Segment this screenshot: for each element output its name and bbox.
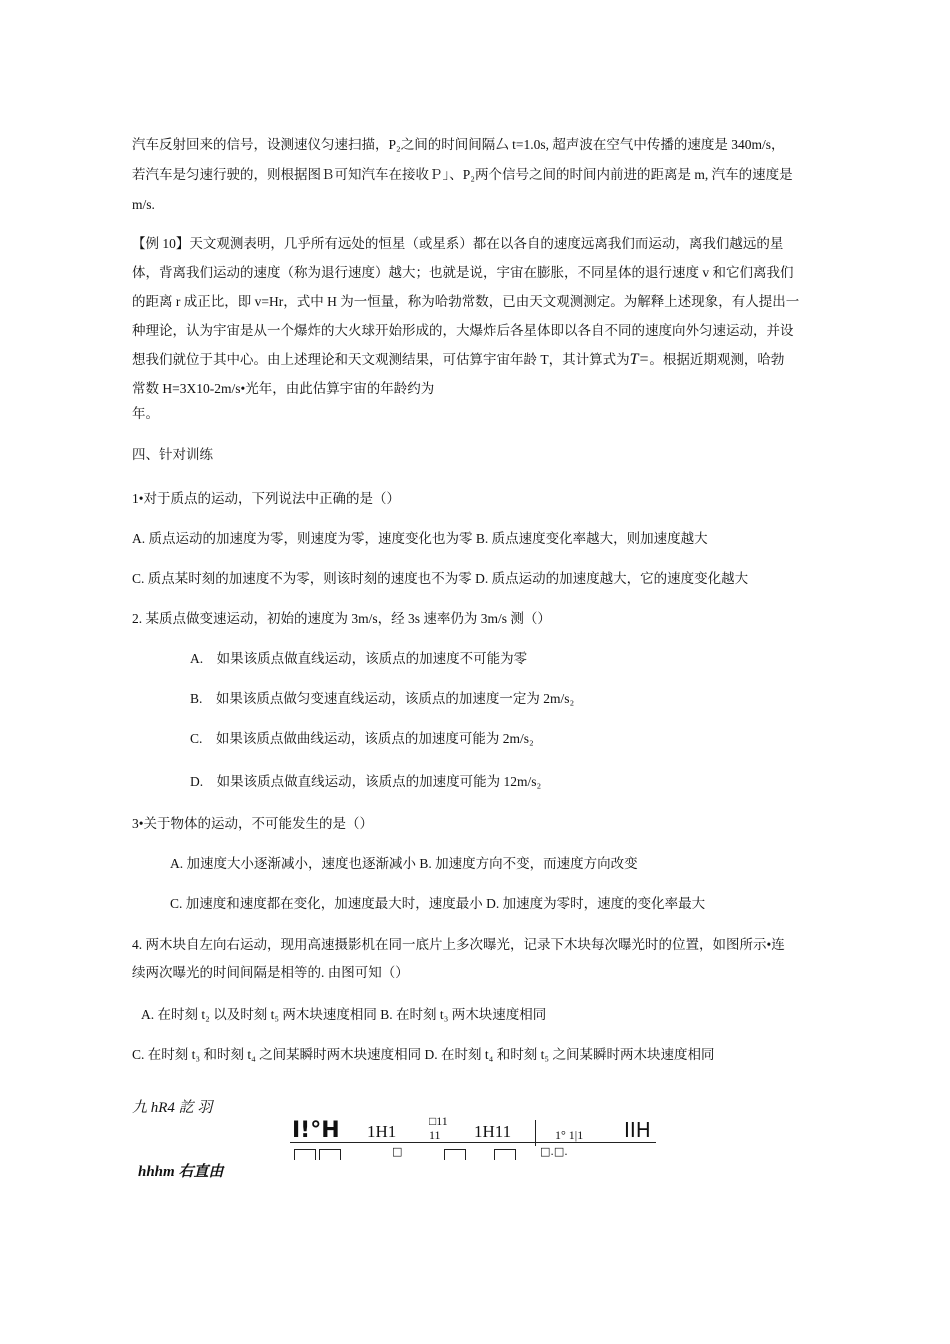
question-1-stem: 1•对于质点的运动，下列说法中正确的是（） xyxy=(132,491,400,506)
figure-mark: 1H1 xyxy=(367,1122,397,1141)
paragraph-line: m/s. xyxy=(132,197,155,212)
example-10-line: 种理论，认为宇宙是从一个爆炸的大火球开始形成的，大爆炸后各星体即以各自不同的速度向外匀速运动，并设 xyxy=(132,323,794,338)
example-10-line: 的距离 r 成正比，即 v=Hr，式中 H 为一恒量，称为哈勃常数，已由天文观测测定。为解释上述现象，有人提出一 xyxy=(132,294,800,309)
formula-t: T= xyxy=(629,351,650,368)
figure-mark: □.□. xyxy=(540,1145,568,1158)
figure-mark: 11 xyxy=(429,1128,441,1142)
question-4-options-cd: C. 在时刻 t₃ 和时刻 t₄ 之间某瞬时两木块速度相同 D. 在时刻 t₄ 和时刻 t₅ 之间某瞬时两木块速度相同 xyxy=(132,1047,715,1062)
question-2-option-b: B. 如果该质点做匀变速直线运动，该质点的加速度一定为 2m/s₂ xyxy=(190,691,575,706)
exposure-figure xyxy=(130,1090,690,1190)
question-3-options-cd: C. 加速度和速度都在变化，加速度最大时，速度最小 D. 加速度为零时，速度的变化率最大 xyxy=(170,896,706,911)
figure-label-top: 九 hR4 訖 羽 xyxy=(132,1100,213,1116)
question-3-stem: 3•关于物体的运动，不可能发生的是（） xyxy=(132,816,373,831)
question-2-option-c: C. 如果该质点做曲线运动，该质点的加速度可能为 2m/s₂ xyxy=(190,731,534,746)
example-10-line: 体，背离我们运动的速度（称为退行速度）越大；也就是说，宇宙在膨胀，不同星体的退行速度 v 和它们离我们 xyxy=(132,265,794,280)
example-10-text: 。根据近期观测，哈勃 xyxy=(649,352,785,367)
figure-mark: IIH xyxy=(624,1118,651,1142)
figure-mark: I!°H xyxy=(292,1118,340,1143)
example-10-text: 想我们就位于其中心。由上述理论和天文观测结果，可估算宇宙年龄 T，其计算式为 xyxy=(132,352,630,367)
figure-mark: 1H11 xyxy=(474,1122,512,1141)
example-10-line xyxy=(132,351,784,369)
example-10-line: 【例 10】天文观测表明，几乎所有远处的恒星（或星系）都在以各自的速度远离我们而运动，离我们越远的星 xyxy=(132,236,784,251)
section-title: 四、针对训练 xyxy=(132,447,213,462)
example-10-line: 常数 H=3X10-2m/s•光年，由此估算宇宙的年龄约为 xyxy=(132,381,435,396)
question-2-stem: 2. 某质点做变速运动，初始的速度为 3m/s，经 3s 速率仍为 3m/s 测（） xyxy=(132,611,551,626)
question-4-stem: 续两次曝光的时间间隔是相等的. 由图可知（） xyxy=(132,965,409,980)
question-4-options-ab: A. 在时刻 t₂ 以及时刻 t₅ 两木块速度相同 B. 在时刻 t₃ 两木块速度相同 xyxy=(141,1007,547,1022)
question-1-options-ab: A. 质点运动的加速度为零，则速度为零，速度变化也为零 B. 质点速度变化率越大，则加速度越大 xyxy=(132,531,708,546)
question-2-option-d: D. 如果该质点做直线运动，该质点的加速度可能为 12m/s₂ xyxy=(190,774,542,789)
example-10-line: 年。 xyxy=(132,406,159,421)
question-4-stem: 4. 两木块自左向右运动，现用高速摄影机在同一底片上多次曝光，记录下木块每次曝光时的位置，如图所示•连 xyxy=(132,937,785,952)
question-3-options-ab: A. 加速度大小逐渐减小，速度也逐渐减小 B. 加速度方向不变，而速度方向改变 xyxy=(170,856,638,871)
block-outline xyxy=(494,1149,516,1160)
paragraph-line: 汽车反射回来的信号，设测速仪匀速扫描，P₂之间的时间间隔厶 t=1.0s, 超声波在空气中传播的速度是 340m/s， xyxy=(132,137,785,152)
figure-mark: □ xyxy=(392,1145,403,1158)
figure-divider xyxy=(535,1120,536,1146)
figure-baseline xyxy=(290,1142,656,1143)
question-1-options-cd: C. 质点某时刻的加速度不为零，则该时刻的速度也不为零 D. 质点运动的加速度越大，它的速度变化越大 xyxy=(132,571,749,586)
paragraph-line: 若汽车是匀速行驶的，则根据图Ｂ可知汽车在接收Ｐ」、P₂两个信号之间的时间内前进的距离是 m, 汽车的速度是 xyxy=(132,167,793,182)
figure-mark: 1° 1|1 xyxy=(555,1128,584,1142)
figure-label-bottom: hhhm 右直由 xyxy=(138,1164,224,1180)
block-outline xyxy=(444,1149,466,1160)
question-2-option-a: A. 如果该质点做直线运动，该质点的加速度不可能为零 xyxy=(190,651,528,666)
block-outline xyxy=(319,1149,341,1160)
block-outline xyxy=(294,1149,316,1160)
figure-mark: □11 xyxy=(429,1114,448,1128)
